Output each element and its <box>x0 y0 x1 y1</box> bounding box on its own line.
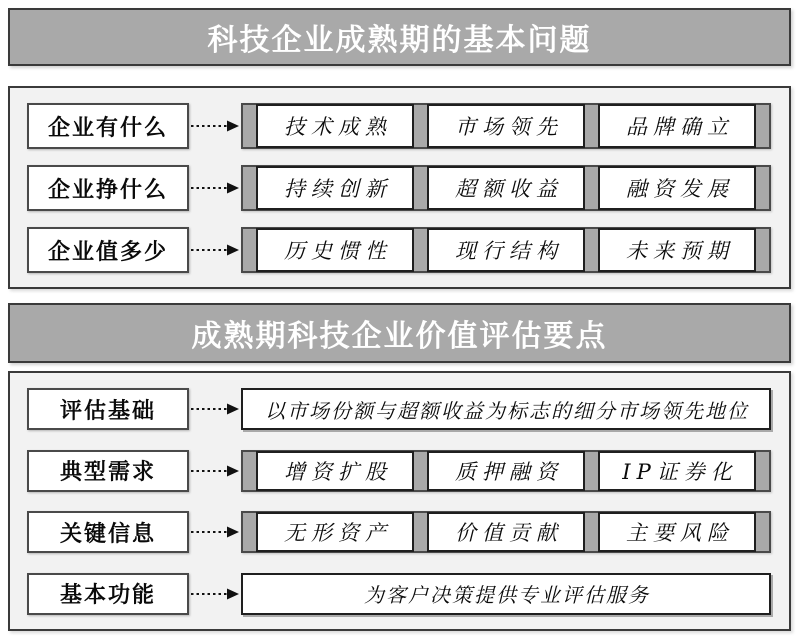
answer-box <box>256 166 414 210</box>
section2-title-banner <box>8 303 791 363</box>
dotted-arrow-icon <box>189 450 241 492</box>
question-label: 企业挣什么 <box>47 176 168 202</box>
answer-label: 超额收益 <box>455 177 563 201</box>
question-box <box>27 450 189 492</box>
answer-box <box>598 104 756 148</box>
question-label: 评估基础 <box>59 397 156 423</box>
answer-label: 历史惯性 <box>284 239 392 263</box>
answer-box <box>427 104 585 148</box>
answer-strip <box>241 227 771 273</box>
flow-row-worth <box>27 227 771 273</box>
answer-box-wide <box>241 388 771 430</box>
question-box <box>27 388 189 430</box>
answer-strip <box>241 450 771 492</box>
answer-label: 质押融资 <box>455 459 563 484</box>
flow-row-earns <box>27 165 771 211</box>
flow-row-function <box>27 573 771 615</box>
dotted-arrow-icon <box>189 573 241 615</box>
answer-box <box>256 451 414 491</box>
answer-box <box>427 166 585 210</box>
answer-box-wide <box>241 573 771 615</box>
dotted-arrow-icon <box>189 165 241 211</box>
answer-label: 为客户决策提供专业评估服务 <box>364 583 650 608</box>
answer-label: 以市场份额与超额收益为标志的细分市场领先地位 <box>265 398 749 423</box>
section1-panel <box>8 86 791 289</box>
answer-box <box>256 104 414 148</box>
answer-label: 价值贡献 <box>455 521 563 546</box>
answer-box <box>598 166 756 210</box>
answer-label: 持续创新 <box>284 177 392 201</box>
answer-label: 增资扩股 <box>284 459 392 484</box>
answer-strip <box>241 165 771 211</box>
question-label: 关键信息 <box>59 520 156 546</box>
answer-strip <box>241 511 771 553</box>
dotted-arrow-icon <box>189 511 241 553</box>
question-label: 企业值多少 <box>47 238 168 264</box>
answer-label: IP证券化 <box>622 459 738 484</box>
answer-box <box>427 451 585 491</box>
answer-box <box>256 228 414 272</box>
dotted-arrow-icon <box>189 103 241 149</box>
answer-box <box>427 228 585 272</box>
section2-panel <box>8 371 791 631</box>
answer-strip <box>241 103 771 149</box>
question-box <box>27 511 189 553</box>
dotted-arrow-icon <box>189 227 241 273</box>
question-label: 企业有什么 <box>47 114 168 140</box>
answer-label: 未来预期 <box>626 239 734 263</box>
section1-title-banner <box>8 8 791 66</box>
flow-row-keyinfo <box>27 511 771 553</box>
answer-label: 无形资产 <box>284 521 392 546</box>
answer-label: 品牌确立 <box>626 115 734 139</box>
answer-box <box>598 512 756 552</box>
flow-row-demand <box>27 450 771 492</box>
flow-row-has <box>27 103 771 149</box>
question-box <box>27 165 189 211</box>
answer-label: 现行结构 <box>455 239 563 263</box>
question-label: 基本功能 <box>59 582 156 608</box>
answer-label: 技术成熟 <box>284 115 392 139</box>
answer-box <box>598 451 756 491</box>
question-box <box>27 103 189 149</box>
answer-box <box>598 228 756 272</box>
answer-box <box>427 512 585 552</box>
question-label: 典型需求 <box>59 459 156 485</box>
flow-row-basis <box>27 388 771 430</box>
answer-label: 主要风险 <box>626 521 734 546</box>
answer-box <box>256 512 414 552</box>
question-box <box>27 573 189 615</box>
question-box <box>27 227 189 273</box>
section2-title: 成熟期科技企业价值评估要点 <box>191 320 608 353</box>
dotted-arrow-icon <box>189 388 241 430</box>
answer-label: 融资发展 <box>626 177 734 201</box>
answer-label: 市场领先 <box>455 115 563 139</box>
section1-title: 科技企业成熟期的基本问题 <box>207 24 592 57</box>
